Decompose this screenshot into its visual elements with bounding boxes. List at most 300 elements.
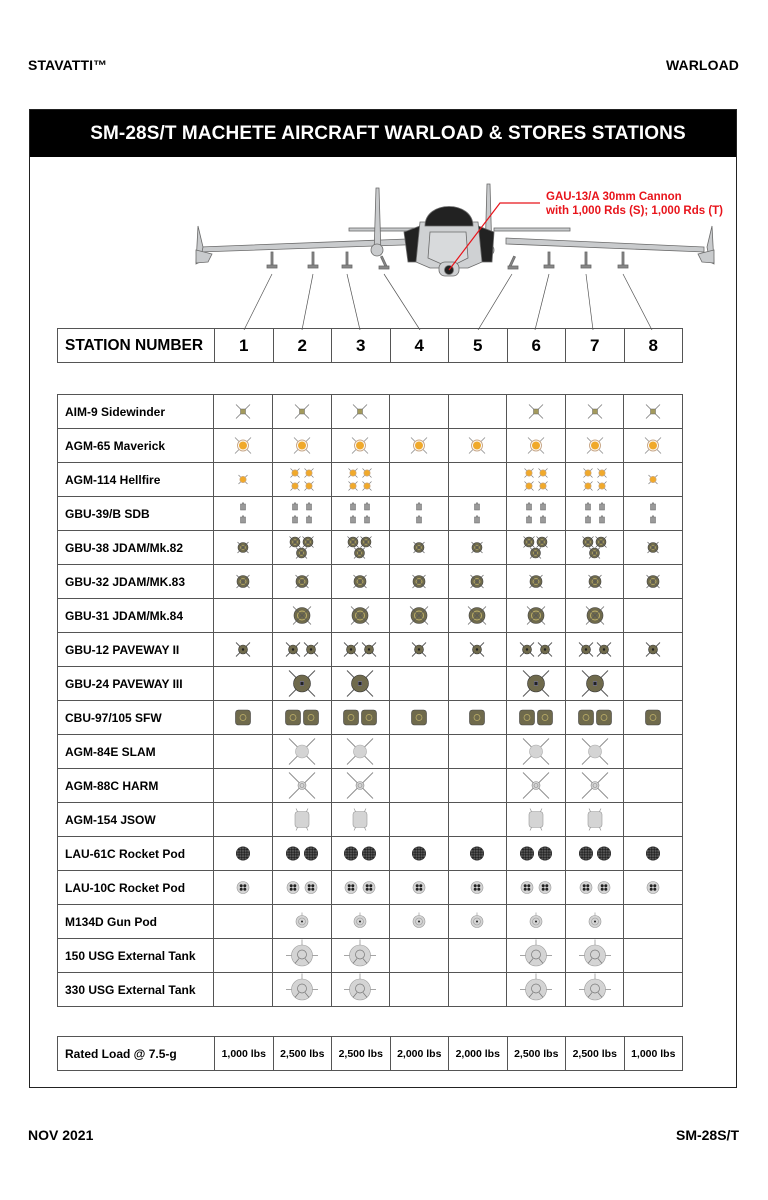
station-4: 4 [390, 329, 449, 363]
tank330-icon [332, 973, 388, 1006]
store-row [58, 735, 683, 769]
station-7-cell [565, 837, 624, 871]
lau10-icon [391, 871, 447, 904]
agm65-icon [567, 429, 623, 462]
store-row [58, 531, 683, 565]
gbu24-icon [274, 667, 330, 700]
store-name: GBU-31 JDAM/Mk.84 [58, 599, 214, 633]
lau61-icon [274, 837, 330, 870]
gbu32-icon [449, 565, 505, 598]
station-6-cell [507, 837, 566, 871]
station-1-cell [214, 973, 273, 1007]
station-8-cell [624, 769, 683, 803]
store-row [58, 565, 683, 599]
station-7-cell [565, 395, 624, 429]
agm84-icon [508, 735, 564, 768]
cbu97-icon [625, 701, 681, 734]
gbu24-icon [508, 667, 564, 700]
station-1-cell [214, 803, 273, 837]
gbu24-icon [567, 667, 623, 700]
rated-load-station-1: 1,000 lbs [215, 1037, 274, 1071]
station-7-cell [565, 633, 624, 667]
station-5-cell [448, 939, 507, 973]
gbu12-icon [215, 633, 271, 666]
station-5-cell [448, 599, 507, 633]
station-5-cell [448, 429, 507, 463]
aim9-icon [274, 395, 330, 428]
station-2-cell [272, 837, 331, 871]
station-1-cell [214, 769, 273, 803]
station-5-cell [448, 701, 507, 735]
aim9-icon [508, 395, 564, 428]
station-8-cell [624, 803, 683, 837]
station-4-cell [390, 633, 449, 667]
station-number-table [57, 328, 683, 363]
station-7-cell [565, 701, 624, 735]
station-4-cell [390, 429, 449, 463]
store-row [58, 395, 683, 429]
gbu12-icon [508, 633, 564, 666]
station-7-cell [565, 497, 624, 531]
store-row [58, 463, 683, 497]
agm114-icon [215, 463, 271, 496]
station-number-row [58, 329, 683, 363]
section-label: WARLOAD [665, 57, 739, 73]
gbu38-icon [332, 531, 388, 564]
station-3-cell [331, 973, 390, 1007]
station-6-cell [507, 735, 566, 769]
footer-model: SM-28S/T [675, 1127, 739, 1143]
cbu97-icon [332, 701, 388, 734]
aim9-icon [215, 395, 271, 428]
station-8-cell [624, 701, 683, 735]
store-row [58, 667, 683, 701]
gbu12-icon [391, 633, 447, 666]
m134-icon [332, 905, 388, 938]
station-6-cell [507, 531, 566, 565]
page-title: SM-28S/T MACHETE AIRCRAFT WARLOAD & STORES STATIONS [30, 110, 736, 157]
station-6-cell [507, 939, 566, 973]
station-6-cell [507, 905, 566, 939]
lau10-icon [332, 871, 388, 904]
station-6-cell [507, 667, 566, 701]
cbu97-icon [391, 701, 447, 734]
station-8-cell [624, 395, 683, 429]
station-8: 8 [624, 329, 683, 363]
station-4-cell [390, 769, 449, 803]
agm84-icon [274, 735, 330, 768]
gbu39-icon [625, 497, 681, 530]
agm65-icon [391, 429, 447, 462]
station-2-cell [272, 803, 331, 837]
station-8-cell [624, 973, 683, 1007]
gbu38-icon [215, 531, 271, 564]
agm65-icon [625, 429, 681, 462]
store-row [58, 905, 683, 939]
aircraft-front-view-diagram [0, 0, 768, 330]
agm114-icon [274, 463, 330, 496]
agm114-icon [625, 463, 681, 496]
station-4-cell [390, 973, 449, 1007]
station-3-cell [331, 871, 390, 905]
tank330-icon [274, 973, 330, 1006]
station-5-cell [448, 769, 507, 803]
agm154-icon [567, 803, 623, 836]
store-row [58, 973, 683, 1007]
store-row [58, 871, 683, 905]
station-5-cell [448, 803, 507, 837]
station-7-cell [565, 769, 624, 803]
store-row [58, 803, 683, 837]
rated-load-table [57, 1036, 683, 1071]
station-3-cell [331, 735, 390, 769]
station-7-cell [565, 735, 624, 769]
gbu24-icon [332, 667, 388, 700]
station-2-cell [272, 565, 331, 599]
store-name: AGM-114 Hellfire [58, 463, 214, 497]
station-8-cell [624, 939, 683, 973]
station-1-cell [214, 667, 273, 701]
station-8-cell [624, 565, 683, 599]
station-6-cell [507, 429, 566, 463]
rated-load-station-2: 2,500 lbs [273, 1037, 332, 1071]
lau10-icon [449, 871, 505, 904]
agm114-icon [508, 463, 564, 496]
station-3-cell [331, 701, 390, 735]
station-3-cell [331, 633, 390, 667]
station-5-cell [448, 565, 507, 599]
agm65-icon [449, 429, 505, 462]
gbu38-icon [274, 531, 330, 564]
station-1-cell [214, 837, 273, 871]
station-8-cell [624, 667, 683, 701]
store-name: AGM-84E SLAM [58, 735, 214, 769]
station-7-cell [565, 905, 624, 939]
station-1-cell [214, 905, 273, 939]
gbu31-icon [274, 599, 330, 632]
store-name: AIM-9 Sidewinder [58, 395, 214, 429]
gbu38-icon [625, 531, 681, 564]
station-1-cell [214, 395, 273, 429]
station-7-cell [565, 973, 624, 1007]
station-7-cell [565, 667, 624, 701]
aim9-icon [567, 395, 623, 428]
lau61-icon [391, 837, 447, 870]
gbu12-icon [449, 633, 505, 666]
aim9-icon [332, 395, 388, 428]
lau61-icon [625, 837, 681, 870]
store-name: GBU-39/B SDB [58, 497, 214, 531]
lau61-icon [567, 837, 623, 870]
station-8-cell [624, 871, 683, 905]
gbu39-icon [508, 497, 564, 530]
station-6-cell [507, 871, 566, 905]
station-2-cell [272, 395, 331, 429]
lau61-icon [449, 837, 505, 870]
station-1-cell [214, 429, 273, 463]
brand-label: STAVATTI™ [28, 57, 108, 73]
store-row [58, 701, 683, 735]
station-3-cell [331, 939, 390, 973]
station-2-cell [272, 599, 331, 633]
station-6-cell [507, 599, 566, 633]
station-3-cell [331, 905, 390, 939]
station-8-cell [624, 531, 683, 565]
lau10-icon [508, 871, 564, 904]
station-3-cell [331, 463, 390, 497]
tank150-icon [508, 939, 564, 972]
agm114-icon [567, 463, 623, 496]
station-1-cell [214, 497, 273, 531]
agm154-icon [332, 803, 388, 836]
station-4-cell [390, 395, 449, 429]
station-4-cell [390, 939, 449, 973]
m134-icon [391, 905, 447, 938]
store-row [58, 939, 683, 973]
station-5-cell [448, 531, 507, 565]
station-5-cell [448, 735, 507, 769]
store-name: LAU-61C Rocket Pod [58, 837, 214, 871]
store-name: GBU-12 PAVEWAY II [58, 633, 214, 667]
station-3: 3 [332, 329, 391, 363]
station-6-cell [507, 769, 566, 803]
station-8-cell [624, 905, 683, 939]
gbu39-icon [391, 497, 447, 530]
rated-load-label: Rated Load @ 7.5-g [58, 1037, 215, 1071]
gbu32-icon [215, 565, 271, 598]
station-5-cell [448, 837, 507, 871]
agm154-icon [274, 803, 330, 836]
station-8-cell [624, 463, 683, 497]
station-5-cell [448, 667, 507, 701]
gbu38-icon [508, 531, 564, 564]
station-5-cell [448, 871, 507, 905]
store-row [58, 837, 683, 871]
station-1-cell [214, 871, 273, 905]
gbu38-icon [567, 531, 623, 564]
gbu39-icon [332, 497, 388, 530]
gbu39-icon [215, 497, 271, 530]
gbu32-icon [625, 565, 681, 598]
station-2-cell [272, 633, 331, 667]
gbu32-icon [567, 565, 623, 598]
store-name: AGM-88C HARM [58, 769, 214, 803]
station-2-cell [272, 939, 331, 973]
station-2-cell [272, 463, 331, 497]
lau61-icon [215, 837, 271, 870]
rated-load-station-7: 2,500 lbs [566, 1037, 625, 1071]
station-4-cell [390, 905, 449, 939]
station-4-cell [390, 463, 449, 497]
gbu39-icon [274, 497, 330, 530]
station-7-cell [565, 803, 624, 837]
gbu12-icon [567, 633, 623, 666]
store-name: 150 USG External Tank [58, 939, 214, 973]
cbu97-icon [567, 701, 623, 734]
station-2: 2 [273, 329, 332, 363]
station-5-cell [448, 905, 507, 939]
cannon-callout-line1: GAU-13/A 30mm Cannon [546, 191, 682, 203]
station-8-cell [624, 429, 683, 463]
station-2-cell [272, 667, 331, 701]
station-7-cell [565, 531, 624, 565]
store-name: AGM-65 Maverick [58, 429, 214, 463]
station-7-cell [565, 565, 624, 599]
store-name: M134D Gun Pod [58, 905, 214, 939]
m134-icon [508, 905, 564, 938]
store-row [58, 599, 683, 633]
station-6: 6 [507, 329, 566, 363]
station-7-cell [565, 599, 624, 633]
gbu39-icon [567, 497, 623, 530]
agm84-icon [567, 735, 623, 768]
station-1-cell [214, 565, 273, 599]
station-3-cell [331, 769, 390, 803]
m134-icon [567, 905, 623, 938]
station-3-cell [331, 531, 390, 565]
rated-load-station-5: 2,000 lbs [449, 1037, 508, 1071]
gbu32-icon [274, 565, 330, 598]
station-6-cell [507, 497, 566, 531]
store-name: GBU-24 PAVEWAY III [58, 667, 214, 701]
station-2-cell [272, 497, 331, 531]
m134-icon [449, 905, 505, 938]
station-7-cell [565, 429, 624, 463]
m134-icon [274, 905, 330, 938]
gbu32-icon [508, 565, 564, 598]
station-8-cell [624, 837, 683, 871]
station-6-cell [507, 395, 566, 429]
station-4-cell [390, 735, 449, 769]
store-name: GBU-38 JDAM/Mk.82 [58, 531, 214, 565]
gbu32-icon [391, 565, 447, 598]
footer-date: NOV 2021 [28, 1127, 94, 1143]
station-1-cell [214, 633, 273, 667]
station-6-cell [507, 463, 566, 497]
gbu38-icon [449, 531, 505, 564]
stores-compatibility-table [57, 394, 683, 1007]
tank150-icon [567, 939, 623, 972]
station-2-cell [272, 973, 331, 1007]
station-2-cell [272, 531, 331, 565]
station-5-cell [448, 973, 507, 1007]
station-5-cell [448, 395, 507, 429]
store-row [58, 633, 683, 667]
station-7: 7 [566, 329, 625, 363]
store-row [58, 497, 683, 531]
station-4-cell [390, 531, 449, 565]
lau10-icon [274, 871, 330, 904]
rated-load-station-8: 1,000 lbs [624, 1037, 683, 1071]
cbu97-icon [508, 701, 564, 734]
gbu12-icon [625, 633, 681, 666]
station-5-cell [448, 633, 507, 667]
store-name: LAU-10C Rocket Pod [58, 871, 214, 905]
station-3-cell [331, 599, 390, 633]
store-row [58, 429, 683, 463]
station-6-cell [507, 803, 566, 837]
agm65-icon [508, 429, 564, 462]
station-5-cell [448, 463, 507, 497]
tank330-icon [508, 973, 564, 1006]
agm65-icon [274, 429, 330, 462]
station-3-cell [331, 565, 390, 599]
station-3-cell [331, 837, 390, 871]
station-5: 5 [449, 329, 508, 363]
station-2-cell [272, 701, 331, 735]
tank330-icon [567, 973, 623, 1006]
cbu97-icon [274, 701, 330, 734]
station-2-cell [272, 905, 331, 939]
station-3-cell [331, 429, 390, 463]
store-name: GBU-32 JDAM/MK.83 [58, 565, 214, 599]
station-2-cell [272, 429, 331, 463]
station-7-cell [565, 463, 624, 497]
cbu97-icon [215, 701, 271, 734]
station-3-cell [331, 395, 390, 429]
gbu31-icon [567, 599, 623, 632]
station-8-cell [624, 735, 683, 769]
store-row [58, 769, 683, 803]
station-1-cell [214, 939, 273, 973]
station-6-cell [507, 973, 566, 1007]
station-4-cell [390, 497, 449, 531]
station-4-cell [390, 565, 449, 599]
store-name: AGM-154 JSOW [58, 803, 214, 837]
cbu97-icon [449, 701, 505, 734]
rated-load-row [58, 1037, 683, 1071]
station-2-cell [272, 769, 331, 803]
station-3-cell [331, 803, 390, 837]
gbu31-icon [449, 599, 505, 632]
gbu39-icon [449, 497, 505, 530]
station-3-cell [331, 667, 390, 701]
station-number-label: STATION NUMBER [58, 329, 215, 363]
station-1-cell [214, 463, 273, 497]
agm88-icon [508, 769, 564, 802]
lau10-icon [215, 871, 271, 904]
gbu31-icon [391, 599, 447, 632]
station-1: 1 [215, 329, 274, 363]
station-6-cell [507, 701, 566, 735]
agm84-icon [332, 735, 388, 768]
lau10-icon [567, 871, 623, 904]
agm154-icon [508, 803, 564, 836]
rated-load-station-4: 2,000 lbs [390, 1037, 449, 1071]
station-2-cell [272, 871, 331, 905]
gbu31-icon [332, 599, 388, 632]
station-8-cell [624, 497, 683, 531]
cannon-callout-line2: with 1,000 Rds (S); 1,000 Rds (T) [546, 205, 724, 217]
agm88-icon [274, 769, 330, 802]
agm88-icon [567, 769, 623, 802]
agm65-icon [215, 429, 271, 462]
station-4-cell [390, 599, 449, 633]
lau61-icon [508, 837, 564, 870]
gbu32-icon [332, 565, 388, 598]
station-8-cell [624, 633, 683, 667]
gbu38-icon [391, 531, 447, 564]
agm65-icon [332, 429, 388, 462]
store-name: 330 USG External Tank [58, 973, 214, 1007]
gbu12-icon [332, 633, 388, 666]
station-4-cell [390, 667, 449, 701]
station-4-cell [390, 701, 449, 735]
rated-load-station-3: 2,500 lbs [332, 1037, 391, 1071]
aim9-icon [625, 395, 681, 428]
lau61-icon [332, 837, 388, 870]
agm88-icon [332, 769, 388, 802]
